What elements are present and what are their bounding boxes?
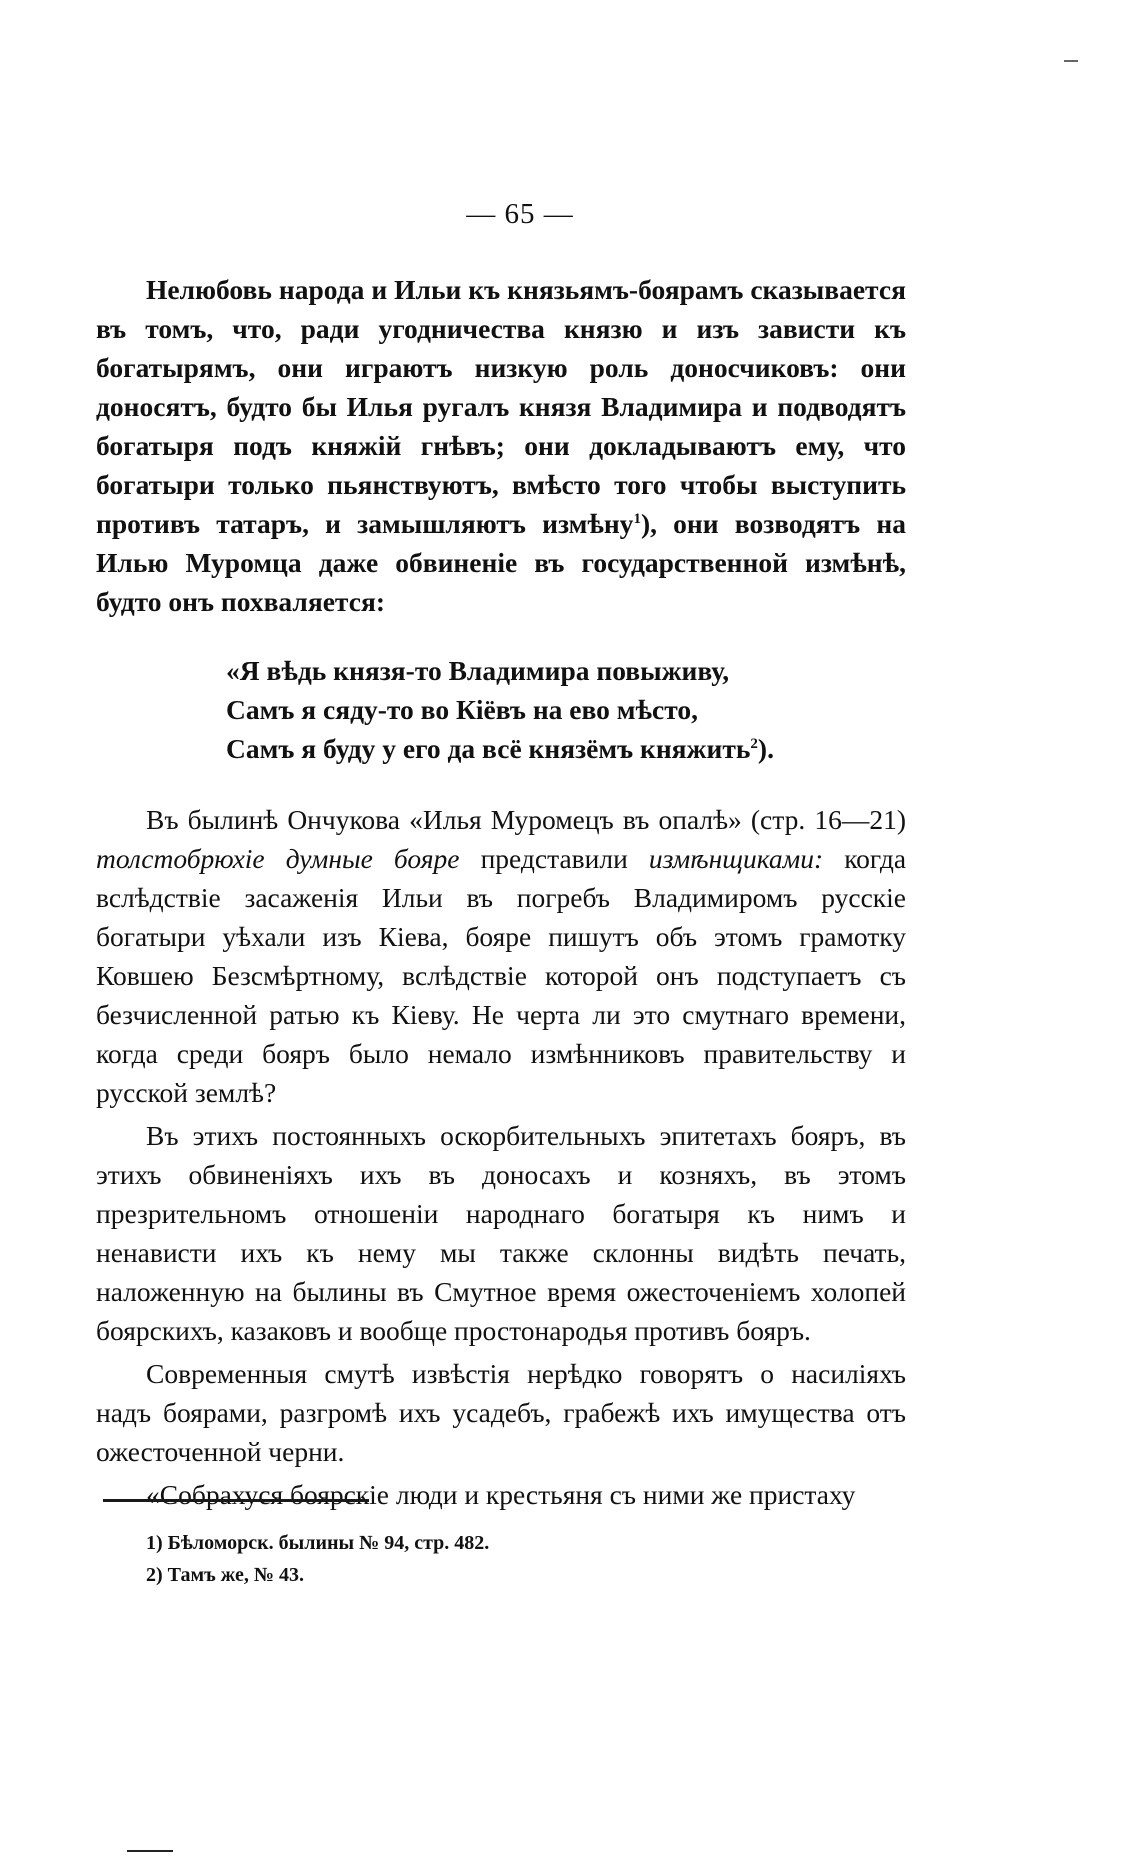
verse-quote bbox=[226, 651, 906, 768]
paragraph-2 bbox=[96, 800, 906, 1112]
verse-line-3-end: ). bbox=[757, 733, 774, 764]
paragraph-5: «Собрахуся боярскіе люди и крестьяня съ ними же пристаху bbox=[146, 1479, 856, 1510]
paragraph-2-end: когда вслѣдствіе засаженія Ильи въ погребъ Владимиромъ русскіе богатыри уѣхали изъ Кіева, бояре пишутъ объ этомъ грамотку Ковшею Безсмѣртному, вслѣдствіе которой онъ подступаетъ съ безчисленной ратью къ Кіеву. Не черта ли это смутнаго времени, когда среди бояръ было немало измѣнниковъ правительству и русской землѣ? bbox=[96, 843, 907, 1108]
verse-line-1: «Я вѣдь князя-то Владимира повыживу, bbox=[226, 655, 730, 686]
paragraph-2-italic-2: измѣнщиками: bbox=[648, 843, 824, 874]
paragraph-2-mid: представили bbox=[480, 843, 628, 874]
footnote-1: 1) Бѣломорск. былины № 94, стр. 482. bbox=[146, 1532, 490, 1554]
paragraph-2-start: Въ былинѣ Ончукова «Илья Муромецъ въ опалѣ» (стр. 16—21) bbox=[146, 804, 906, 835]
paragraph-1-end: ), они возводятъ на Илью Муромца даже обвиненіе въ государственной измѣнѣ, будто онъ похваляется: bbox=[96, 508, 907, 617]
main-text bbox=[96, 270, 906, 1514]
footnote-divider bbox=[103, 1499, 369, 1502]
paragraph-3: Въ этихъ постоянныхъ оскорбительныхъ эпитетахъ бояръ, въ этихъ обвиненіяхъ ихъ въ доносахъ и козняхъ, въ этомъ презрительномъ отношеніи народнаго богатыря къ нимъ и ненависти ихъ къ нему мы также склонны видѣть печать, наложенную на былины въ Смутное время ожесточеніемъ холопей боярскихъ, казаковъ и вообще простонародья противъ бояръ. bbox=[96, 1120, 906, 1346]
paragraph-1-text: Нелюбовь народа и Ильи къ князьямъ-боярамъ сказывается въ томъ, что, ради угодничества князю и изъ зависти къ богатырямъ, они играютъ низкую роль доносчиковъ: они доносятъ, будто бы Илья ругалъ князя Владимира и подводятъ богатыря подъ княжій гнѣвъ; они докладываютъ ему, что богатыри только пьянствуютъ, вмѣсто того чтобы выступить противъ татаръ, и замышляютъ измѣну bbox=[96, 274, 906, 539]
paragraph-2-italic-1: толстобрюхіе думные бояре bbox=[96, 843, 460, 874]
verse-line-2: Самъ я сяду-то во Кіёвъ на ево мѣсто, bbox=[226, 694, 698, 725]
paragraph-1 bbox=[96, 270, 906, 621]
footnotes bbox=[146, 1527, 906, 1591]
page-number: — 65 — bbox=[466, 198, 574, 230]
footnote-2: 2) Тамъ же, № 43. bbox=[146, 1564, 304, 1586]
verse-line-3 bbox=[226, 729, 906, 768]
verse-line-3-text: Самъ я буду у его да всё князёмъ княжить bbox=[226, 733, 751, 764]
footnote-ref-2: 2 bbox=[750, 735, 758, 752]
paragraph-4: Современныя смутѣ извѣстія нерѣдко говорятъ о насиліяхъ надъ боярами, разгромѣ ихъ усадебъ, грабежѣ ихъ имущества отъ ожесточенной черни. bbox=[96, 1358, 906, 1467]
scan-mark-bottom bbox=[127, 1850, 173, 1852]
scan-mark-top bbox=[1064, 60, 1078, 62]
footnote-ref-1: 1 bbox=[633, 510, 641, 527]
